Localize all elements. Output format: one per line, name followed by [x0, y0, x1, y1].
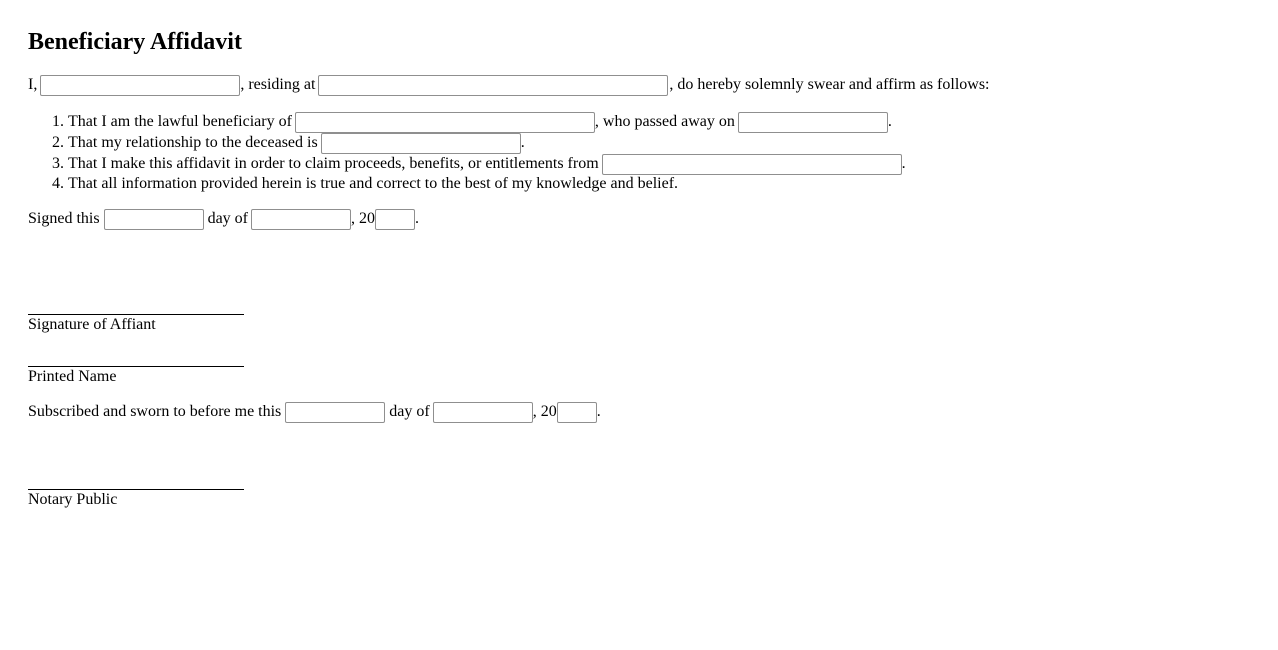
date-of-death-input[interactable]: [738, 112, 888, 133]
list-item: [52, 153, 906, 175]
subscribed-date-line: [28, 401, 601, 423]
subscribed-prefix: Subscribed and sworn to before me this: [28, 403, 282, 420]
item-mid-text: , who passed away on: [594, 113, 735, 130]
deceased-name-input[interactable]: [295, 112, 595, 133]
signed-end: .: [415, 210, 419, 227]
residence-address-input[interactable]: [318, 75, 668, 96]
signed-year-prefix: , 20: [351, 210, 375, 227]
signature-label: Signature of Affiant: [28, 316, 156, 333]
item-text: That I am the lawful beneficiary of: [68, 113, 292, 130]
notary-label: Notary Public: [28, 491, 118, 508]
item-text: That all information provided herein is true and correct to the best of my knowledge and belief.: [68, 175, 679, 192]
page-title: Beneficiary Affidavit: [28, 29, 242, 55]
signed-year-input[interactable]: [375, 209, 415, 230]
affiant-name-input[interactable]: [40, 75, 240, 96]
item-end: .: [520, 134, 525, 151]
intro-prefix: I,: [28, 76, 38, 93]
signed-date-line: [28, 208, 419, 230]
subscribed-end: .: [596, 403, 601, 420]
signed-day-of: day of: [207, 210, 248, 227]
subscribed-month-input[interactable]: [433, 402, 533, 423]
signed-day-input[interactable]: [104, 209, 204, 230]
item-text: That I make this affidavit in order to claim proceeds, benefits, or entitlements from: [68, 155, 599, 172]
signed-month-input[interactable]: [251, 209, 351, 230]
subscribed-day-of: day of: [389, 403, 430, 420]
subscribed-day-input[interactable]: [285, 402, 385, 423]
intro-residing: , residing at: [240, 76, 316, 93]
list-item: [52, 132, 525, 154]
printed-name-label: Printed Name: [28, 368, 117, 385]
subscribed-year-input[interactable]: [557, 402, 597, 423]
item-number: 3.: [52, 155, 64, 172]
item-text: That my relationship to the deceased is: [68, 134, 318, 151]
relationship-input[interactable]: [321, 133, 521, 154]
item-number: 1.: [52, 113, 64, 130]
list-item: [52, 111, 892, 133]
claim-source-input[interactable]: [602, 154, 902, 175]
item-end: .: [887, 113, 892, 130]
item-number: 2.: [52, 134, 64, 151]
item-number: 4.: [52, 175, 64, 192]
intro-line: [28, 74, 990, 96]
intro-swear: , do hereby solemnly swear and affirm as follows:: [669, 76, 990, 93]
signed-prefix: Signed this: [28, 210, 100, 227]
list-item: [52, 173, 678, 195]
subscribed-year-prefix: , 20: [532, 403, 557, 420]
item-end: .: [901, 155, 906, 172]
